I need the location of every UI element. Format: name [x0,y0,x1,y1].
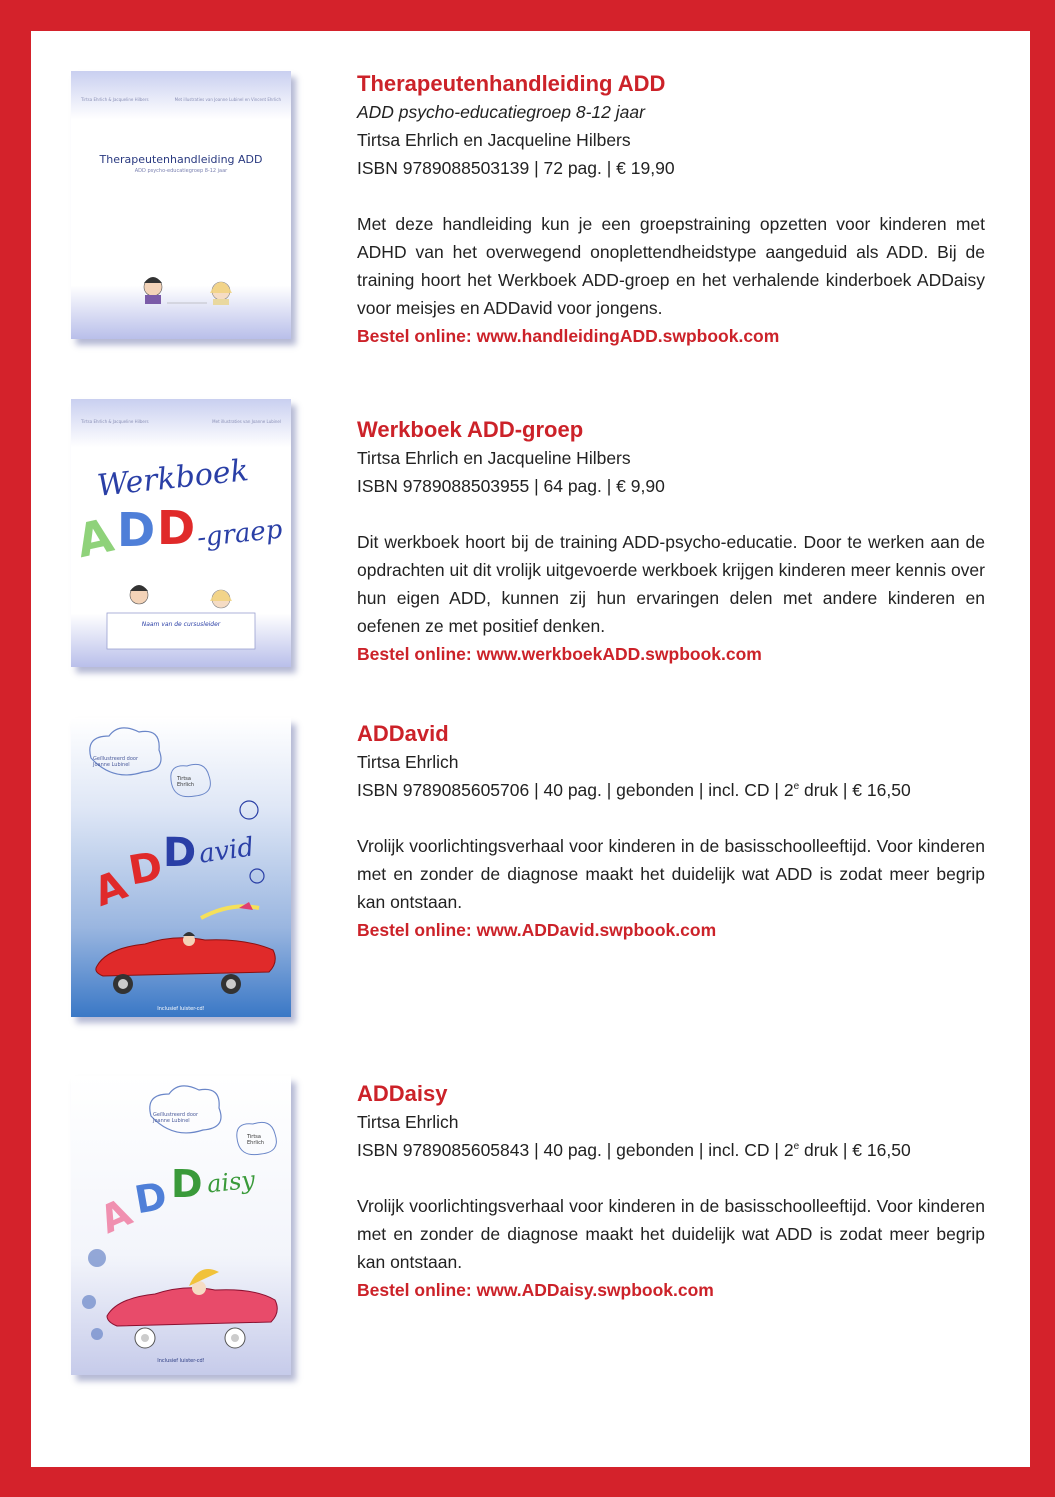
book-details-sup: e [793,1141,800,1153]
cover-letter-d1: D [125,843,166,895]
cover-illustrators: Met illustraties van Joanne Lubinel en Vincent Ehrlich [174,97,281,102]
book-authors: Tirtsa Ehrlich [357,752,459,772]
order-link[interactable]: Bestel online: www.ADDaisy.swpbook.com [357,1280,714,1300]
book-details-main: ISBN 9789085605706 | 40 pag. | gebonden | incl. CD | 2 [357,780,794,800]
cover-illustrator: Geïllustreerd door Joanne Lubinel [153,1112,199,1124]
cover-children-illustration [71,71,291,339]
cover-script-tail: -graep [195,514,284,554]
book-description: Vrolijk voorlichtingsverhaal voor kinderen in de basisschoolleeftijd. Voor kinderen met en zonder de diagnose maakt het duidelijk wat ADD is zodat meer begrip kan ontstaan. [357,1196,985,1272]
cover-subtitle: ADD psycho-educatiegroep 8-12 jaar [134,168,228,174]
book-details-sup: e [793,781,800,793]
book-cover-addaisy[interactable] [71,1076,291,1375]
order-link[interactable]: Bestel online: www.werkboekADD.swpbook.com [357,644,762,664]
book-info-addavid [357,720,985,944]
cover-name-label: Naam van de cursusleider [141,621,221,628]
book-details-main: ISBN 9789085605843 | 40 pag. | gebonden | incl. CD | 2 [357,1140,794,1160]
cover-letter-d1: D [117,503,156,557]
book-info-therapeutenhandleiding [357,70,985,350]
order-link[interactable]: Bestel online: www.handleidingADD.swpbook.com [357,326,780,346]
book-cover-addavid[interactable] [71,718,291,1017]
cover-authors: Tirtsa Ehrlich & Jacqueline Hilbers [81,97,149,102]
book-info-werkboek [357,416,985,668]
book-details-tail: druk | € 16,50 [799,780,911,800]
cover-author: Tirtsa Ehrlich [247,1134,265,1146]
cover-letter-d1: D [131,1173,171,1223]
cover-footer: Inclusief luister-cd! [157,1358,205,1364]
book-title: ADDaisy [357,1081,448,1106]
cover-letter-d2: D [163,830,197,876]
cover-letter-a: A [93,1189,139,1243]
cover-script-tail: avid [197,832,256,870]
book-subtitle: ADD psycho-educatiegroep 8-12 jaar [357,102,645,122]
cover-letter-d2: D [157,501,196,555]
book-details [357,776,985,804]
book-cover-therapeutenhandleiding[interactable] [71,71,291,339]
cover-illustrator: Geïllustreerd door Joanne Lubinel [93,756,139,768]
cover-title: Therapeutenhandleiding ADD [99,153,263,166]
cover-letter-a: A [88,862,133,916]
cover-footer: Inclusief luister-cd! [157,1006,205,1012]
book-details [357,1136,985,1164]
book-description: Dit werkboek hoort bij de training ADD-psycho-educatie. Door te werken aan de opdrachten uit dit vrolijk uitgevoerde werkboek krijgen kinderen meer kennis over hun eigen ADD, kunnen zij hun ervaringen delen met andere kinderen en oefenen ze met positief denken. [357,532,985,636]
cover-letter-a: A [71,507,118,569]
cover-script-tail: aisy [205,1165,257,1199]
book-details: ISBN 9789088503139 | 72 pag. | € 19,90 [357,158,675,178]
cover-author: Tirtsa Ehrlich [177,776,195,788]
book-title: Therapeutenhandleiding ADD [357,71,666,96]
book-authors: Tirtsa Ehrlich en Jacqueline Hilbers [357,448,631,468]
cover-authors: Tirtsa Ehrlich & Jacqueline Hilbers [81,419,149,424]
book-authors: Tirtsa Ehrlich en Jacqueline Hilbers [357,130,631,150]
cover-illustrators: Met illustraties van Joanne Lubinel [212,419,281,424]
book-authors: Tirtsa Ehrlich [357,1112,459,1132]
book-info-addaisy [357,1080,985,1304]
cover-script-title: Werkboek [95,453,251,504]
book-details-tail: druk | € 16,50 [799,1140,911,1160]
order-link[interactable]: Bestel online: www.ADDavid.swpbook.com [357,920,717,940]
book-cover-werkboek[interactable] [71,399,291,667]
book-description: Vrolijk voorlichtingsverhaal voor kinderen in de basisschoolleeftijd. Voor kinderen met en zonder de diagnose maakt het duidelijk wat ADD is zodat meer begrip kan ontstaan. [357,836,985,912]
book-title: ADDavid [357,721,449,746]
cover-letter-d2: D [171,1162,203,1206]
book-details: ISBN 9789088503955 | 64 pag. | € 9,90 [357,476,665,496]
book-title: Werkboek ADD-groep [357,417,584,442]
book-description: Met deze handleiding kun je een groepstraining opzetten voor kinderen met ADHD van het overwegend onoplettendheidstype aangeduid als ADD. Bij de training hoort het Werkboek ADD-groep en het verhalende kinderboek ADDaisy voor meisjes en ADDavid voor jongens. [357,214,985,318]
